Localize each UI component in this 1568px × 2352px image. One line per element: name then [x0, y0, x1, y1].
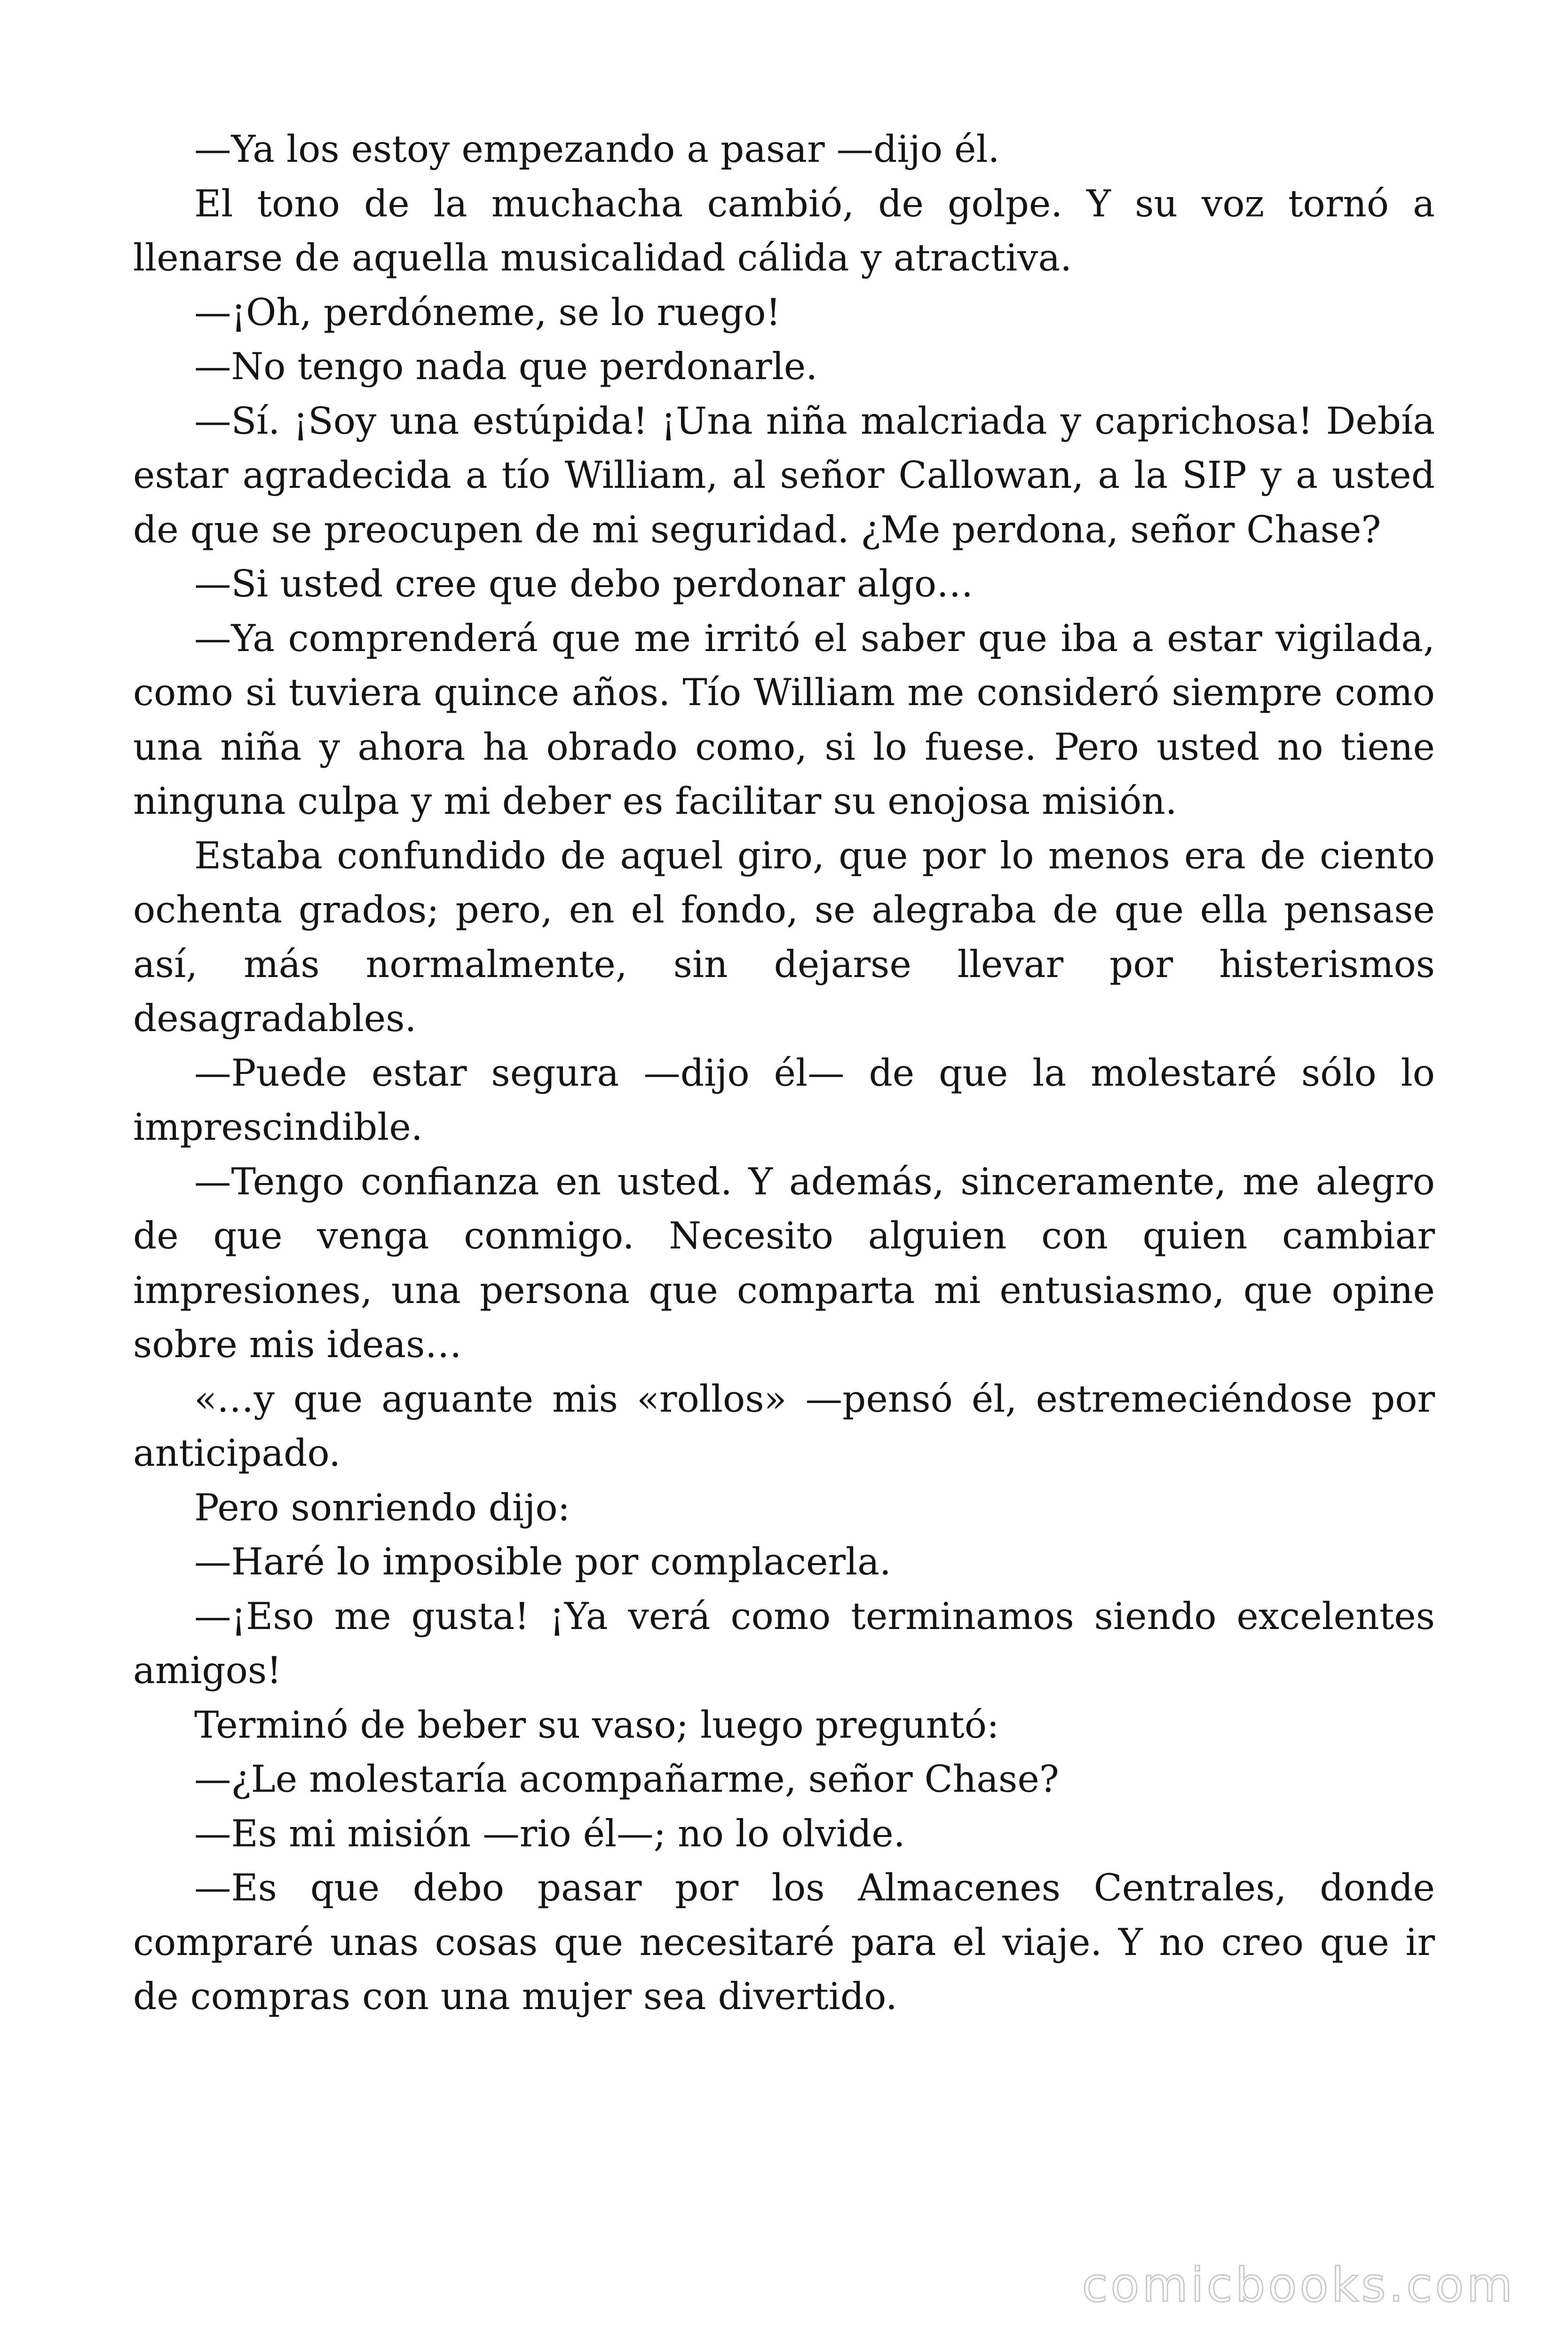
paragraph: —Ya los estoy empezando a pasar —dijo él.: [194, 127, 1000, 171]
paragraph: —Sí. ¡Soy una estúpida! ¡Una niña malcriada y caprichosa! Debía estar agradecida a tío William, al señor Callowan, a la SIP y a usted de que se preocupen de mi seguridad. ¿Me perdona, señor Chase?: [133, 399, 1435, 551]
paragraph: —¡Oh, perdóneme, se lo ruego!: [194, 290, 781, 334]
paragraph: Estaba confundido de aquel giro, que por lo menos era de ciento ochenta grados; pero, en el fondo, se alegraba de que ella pensase así, más normalmente, sin dejarse llevar por histerismos desagradables.: [133, 834, 1435, 1040]
watermark-text: comicbooks.com: [1082, 2257, 1515, 2312]
paragraph: —Si usted cree que debo perdonar algo…: [194, 562, 974, 605]
paragraph: Terminó de beber su vaso; luego preguntó:: [194, 1703, 999, 1747]
paragraph: —Haré lo imposible por complacerla.: [194, 1540, 891, 1583]
paragraph: —Tengo confianza en usted. Y además, sinceramente, me alegro de que venga conmigo. Necesito alguien con quien cambiar impresiones, una persona que comparta mi entusiasmo, que opine sobre mis ideas…: [133, 1160, 1435, 1366]
paragraph: —Ya comprenderá que me irritó el saber que iba a estar vigilada, como si tuviera quince años. Tío William me consideró siempre como una niña y ahora ha obrado como, si lo fuese. Pero usted no tiene ninguna culpa y mi deber es facilitar su enojosa misión.: [133, 616, 1435, 823]
paragraph: —¿Le molestaría acompañarme, señor Chase?: [194, 1757, 1059, 1801]
paragraph: —¡Eso me gusta! ¡Ya verá como terminamos siendo excelentes amigos!: [133, 1594, 1435, 1692]
paragraph: —Es mi misión —rio él—; no lo olvide.: [194, 1812, 905, 1855]
paragraph: El tono de la muchacha cambió, de golpe. Y su voz tornó a llenarse de aquella musicalidad cálida y atractiva.: [133, 182, 1435, 279]
paragraph: —Puede estar segura —dijo él— de que la molestaré sólo lo imprescindible.: [133, 1051, 1435, 1149]
page-body-text: [133, 122, 1435, 2024]
paragraph: Pero sonriendo dijo:: [194, 1486, 570, 1529]
paragraph: «…y que aguante mis «rollos» —pensó él, estremeciéndose por anticipado.: [133, 1377, 1435, 1475]
paragraph: —No tengo nada que perdonarle.: [194, 345, 818, 388]
paragraph: —Es que debo pasar por los Almacenes Centrales, donde compraré unas cosas que necesitaré para el viaje. Y no creo que ir de compras con una mujer sea divertido.: [133, 1866, 1435, 2018]
